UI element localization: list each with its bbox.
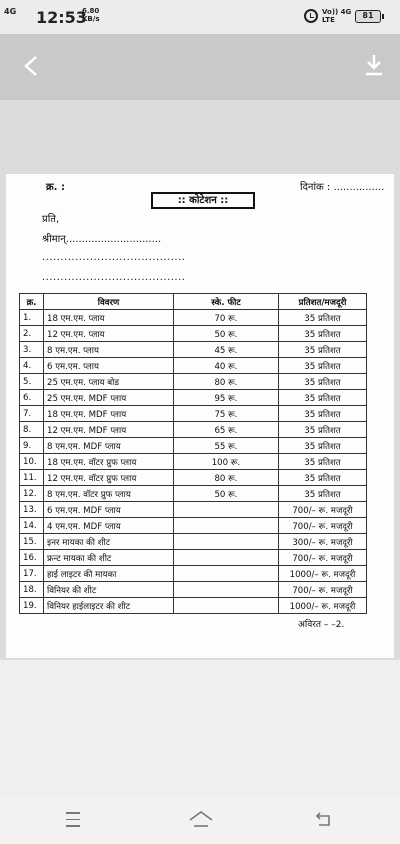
- table-row: [20, 422, 367, 438]
- table-row: [20, 598, 367, 614]
- row-sr: 2.: [20, 326, 44, 342]
- row-description: 12 एम.एम. MDF प्लाय: [44, 422, 174, 438]
- row-rate: 100 रू.: [174, 454, 279, 470]
- row-percent-labour: 300/– रू. मजदूरी: [279, 534, 367, 550]
- row-percent-labour: 35 प्रतिशत: [279, 374, 367, 390]
- row-sr: 19.: [20, 598, 44, 614]
- table-row: [20, 454, 367, 470]
- row-rate: 40 रू.: [174, 358, 279, 374]
- table-row: [20, 470, 367, 486]
- row-sr: 5.: [20, 374, 44, 390]
- recipient-name-line: श्रीमान्..............................: [42, 234, 162, 245]
- return-icon[interactable]: [314, 810, 334, 828]
- viewer-toolbar: [0, 34, 400, 100]
- quotation-title: :: कोटेशन ::: [151, 192, 255, 209]
- speed-unit: KB/s: [82, 15, 100, 23]
- lte-label: LTE: [322, 16, 335, 24]
- status-bar: [0, 0, 400, 34]
- network-indicator: 4G: [4, 7, 17, 16]
- row-description: 18 एम.एम. MDF प्लाय: [44, 406, 174, 422]
- recipient-prefix: प्रति,: [42, 214, 60, 225]
- table-row: [20, 358, 367, 374]
- row-description: 18 एम.एम. वॉटर प्रुफ प्लाय: [44, 454, 174, 470]
- row-percent-labour: 35 प्रतिशत: [279, 486, 367, 502]
- row-rate: 80 रू.: [174, 374, 279, 390]
- row-sr: 10.: [20, 454, 44, 470]
- row-description: 4 एम.एम. MDF प्लाय: [44, 518, 174, 534]
- header-percent-labour: प्रतिशत/मजदूरी: [279, 294, 367, 310]
- row-rate: [174, 550, 279, 566]
- row-description: 25 एम.एम. MDF प्लाय: [44, 390, 174, 406]
- row-sr: 12.: [20, 486, 44, 502]
- row-description: फ्रन्ट मायका की शीट: [44, 550, 174, 566]
- row-percent-labour: 35 प्रतिशत: [279, 470, 367, 486]
- date-label: दिनांक : ................: [300, 182, 385, 193]
- row-sr: 8.: [20, 422, 44, 438]
- volte-label: Vo)) 4G: [322, 8, 352, 16]
- table-row: [20, 502, 367, 518]
- address-line-1: .......................................: [42, 252, 186, 263]
- row-rate: 65 रू.: [174, 422, 279, 438]
- row-sr: 17.: [20, 566, 44, 582]
- row-description: 8 एम.एम. प्लाय: [44, 342, 174, 358]
- continued-note: अविरत – –2.: [298, 620, 345, 630]
- row-percent-labour: 700/– रू. मजदूरी: [279, 518, 367, 534]
- row-description: 6 एम.एम. प्लाय: [44, 358, 174, 374]
- row-percent-labour: 35 प्रतिशत: [279, 310, 367, 326]
- row-description: विनियर की शीट: [44, 582, 174, 598]
- table-row: [20, 582, 367, 598]
- row-sr: 4.: [20, 358, 44, 374]
- row-rate: [174, 518, 279, 534]
- row-rate: [174, 534, 279, 550]
- address-line-2: .......................................: [42, 272, 186, 283]
- row-rate: 80 रू.: [174, 470, 279, 486]
- home-icon[interactable]: [188, 810, 214, 828]
- row-rate: 45 रू.: [174, 342, 279, 358]
- table-row: [20, 486, 367, 502]
- row-sr: 11.: [20, 470, 44, 486]
- row-description: इनर मायका की शीट: [44, 534, 174, 550]
- row-rate: 95 रू.: [174, 390, 279, 406]
- table-row: [20, 534, 367, 550]
- row-description: 8 एम.एम. वॉटर प्रुफ प्लाय: [44, 486, 174, 502]
- row-sr: 16.: [20, 550, 44, 566]
- table-row: [20, 374, 367, 390]
- network-speed: [82, 7, 99, 23]
- quotation-document: [6, 174, 394, 658]
- row-percent-labour: 1000/– रू. मजदूरी: [279, 566, 367, 582]
- table-row: [20, 550, 367, 566]
- row-sr: 15.: [20, 534, 44, 550]
- quotation-table: [19, 293, 367, 614]
- row-sr: 13.: [20, 502, 44, 518]
- table-header-row: [20, 294, 367, 310]
- download-icon[interactable]: [362, 52, 386, 78]
- table-row: [20, 566, 367, 582]
- row-rate: [174, 598, 279, 614]
- row-rate: 50 रू.: [174, 326, 279, 342]
- row-percent-labour: 35 प्रतिशत: [279, 358, 367, 374]
- row-description: 12 एम.एम. प्लाय: [44, 326, 174, 342]
- row-percent-labour: 35 प्रतिशत: [279, 438, 367, 454]
- row-description: 25 एम.एम. प्लाय बोड: [44, 374, 174, 390]
- table-row: [20, 518, 367, 534]
- row-rate: [174, 582, 279, 598]
- row-percent-labour: 35 प्रतिशत: [279, 390, 367, 406]
- row-description: 12 एम.एम. वॉटर प्रुफ प्लाय: [44, 470, 174, 486]
- chevron-left-icon[interactable]: [20, 54, 44, 78]
- header-rate: स्के. फीट: [174, 294, 279, 310]
- speed-value: 6.80: [82, 7, 100, 15]
- navigation-bar: [0, 796, 400, 844]
- row-sr: 7.: [20, 406, 44, 422]
- row-percent-labour: 35 प्रतिशत: [279, 454, 367, 470]
- row-rate: [174, 502, 279, 518]
- table-row: [20, 310, 367, 326]
- row-sr: 18.: [20, 582, 44, 598]
- row-sr: 3.: [20, 342, 44, 358]
- row-description: 8 एम.एम. MDF प्लाय: [44, 438, 174, 454]
- row-sr: 9.: [20, 438, 44, 454]
- row-rate: [174, 566, 279, 582]
- row-percent-labour: 700/– रू. मजदूरी: [279, 502, 367, 518]
- header-sr: क्र.: [20, 294, 44, 310]
- document-viewer[interactable]: [0, 100, 400, 660]
- row-rate: 70 रू.: [174, 310, 279, 326]
- lte-indicator: [322, 8, 351, 24]
- table-row: [20, 342, 367, 358]
- clock: 12:53: [36, 8, 87, 27]
- menu-icon[interactable]: [66, 812, 80, 828]
- battery-icon: 81: [355, 10, 381, 23]
- row-rate: 50 रू.: [174, 486, 279, 502]
- row-sr: 14.: [20, 518, 44, 534]
- table-row: [20, 406, 367, 422]
- row-description: विनियर हाईलाइटर की शीट: [44, 598, 174, 614]
- alarm-icon: [304, 9, 318, 23]
- row-percent-labour: 700/– रू. मजदूरी: [279, 582, 367, 598]
- row-description: हाई लाइटर की मायका: [44, 566, 174, 582]
- row-percent-labour: 700/– रू. मजदूरी: [279, 550, 367, 566]
- table-row: [20, 390, 367, 406]
- header-description: विवरण: [44, 294, 174, 310]
- row-description: 6 एम.एम. MDF प्लाय: [44, 502, 174, 518]
- row-sr: 1.: [20, 310, 44, 326]
- table-row: [20, 438, 367, 454]
- row-percent-labour: 35 प्रतिशत: [279, 422, 367, 438]
- row-rate: 75 रू.: [174, 406, 279, 422]
- serial-number-label: क्र. :: [46, 182, 65, 193]
- row-percent-labour: 1000/– रू. मजदूरी: [279, 598, 367, 614]
- table-row: [20, 326, 367, 342]
- row-description: 18 एम.एम. प्लाय: [44, 310, 174, 326]
- row-percent-labour: 35 प्रतिशत: [279, 342, 367, 358]
- row-percent-labour: 35 प्रतिशत: [279, 326, 367, 342]
- table-body: [20, 310, 367, 614]
- row-rate: 55 रू.: [174, 438, 279, 454]
- row-percent-labour: 35 प्रतिशत: [279, 406, 367, 422]
- row-sr: 6.: [20, 390, 44, 406]
